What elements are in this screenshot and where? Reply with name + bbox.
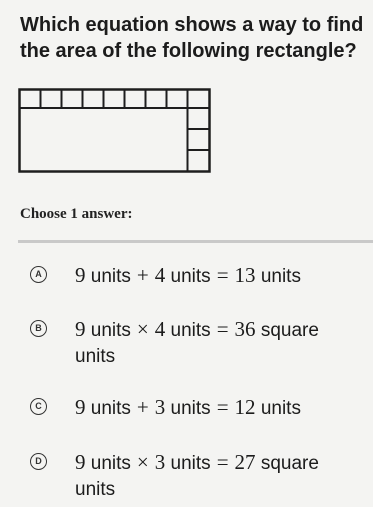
choice-b-badge: B [30, 320, 47, 337]
choice-c-text: 9 units + 3 units = 12 units [75, 395, 301, 419]
choice-b-text: 9 units × 4 units = 36 square units [75, 317, 319, 367]
choice-d-text: 9 units × 3 units = 27 square units [75, 450, 319, 500]
question-text: Which equation shows a way to find the area of the following rectangle? [20, 14, 364, 62]
choice-c-badge: C [30, 398, 47, 415]
choice-a-text: 9 units + 4 units = 13 units [75, 263, 301, 287]
choose-prompt: Choose 1 answer: [20, 206, 133, 222]
divider [18, 240, 373, 243]
rectangle-figure [18, 88, 214, 174]
choice-d-badge: D [30, 453, 47, 470]
choice-a-badge: A [30, 266, 47, 283]
